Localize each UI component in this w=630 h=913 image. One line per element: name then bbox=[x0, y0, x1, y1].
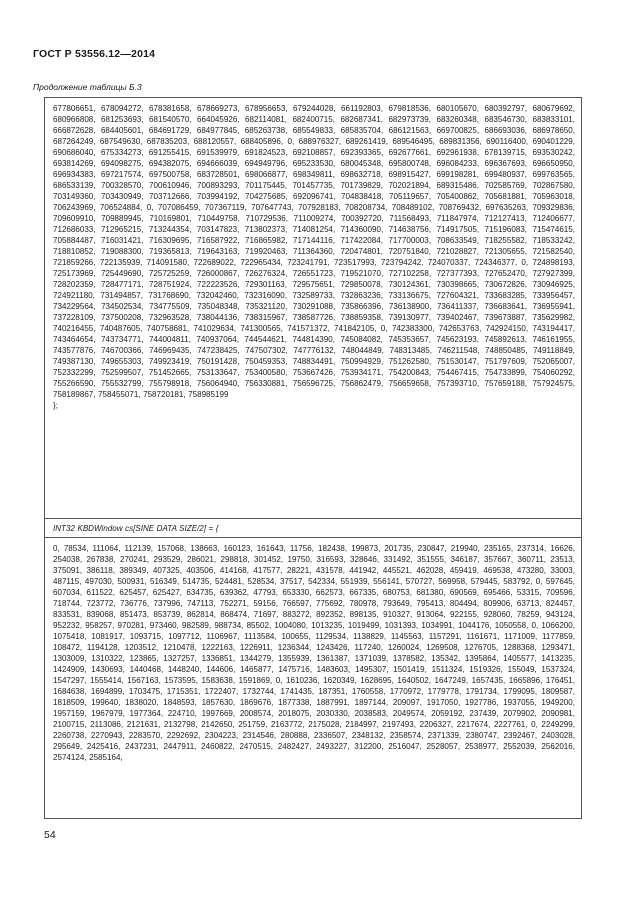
array-closing: }; bbox=[53, 401, 58, 410]
array-values-text: 677806651, 678094272, 678381658, 678669273, 678956653, 679244028, 661192803, 679818536, 680105670, 680392797, 680679692, 680966808, 681253693, 681540570, 664045926, 682114081, 682400715, 682687341, 682973739, 683260348, 683546730, 683833101, 666872628, 684405601, 684691729, 684977845, 685263738, 685549833, 685835704, 686121563, 669700825, 686693036, 686978650, 687264249, 687549630, 687835203, 688120557, 688405896, 0, 688976327, 689261419, 689546495, 689831356, 690116400, 690401229, 690686040, 675334273, 691255415, 691539979, 691824523, 692108857, 692393365, 692677661, 692961938, 678139715, 693530242, 693814269, 694098275, 694382075, 694666039, 694949796, 695233530, 680045348, 695800748, 696084233, 696367693, 696650950, 696934383, 697217574, 697500758, 683728501, 698066877, 698349811, 698632718, 698915427, 699198281, 699480937, 699763565, 686533139, 700328570, 700610946, 700893293, 701175445, 701457735, 701739829, 702021894, 689315486, 702585769, 702867580, 703149360, 703430949, 703712666, 703994192, 704275685, 692096741, 704838418, 705119657, 705400862, 705681881, 705963018, 706243969, 706524884, 0, 707086459, 707367119, 707647743, 707928183, 708208734, 708489102, 708769432, 697635263, 709329836, 709609910, 709889945, 710169801, 710449758, 710729536, 711009274, 700392720, 711568493, 711847974, 712127413, 712406677, 712686033, 712965215, 713244354, 703147823, 713802373, 714081254, 714360090, 714638756, 714917505, 715196083, 715474615, 705884487, 716031421, 716309695, 716587922, 716865982, 717144116, 717422084, 717700003, 708633549, 718255582, 718533242, 718810852, 719088300, 719365813, 719643163, 719920463, 711364360, 720474801, 720751840, 721028827, 721305655, 721582540, 721859266, 722135939, 714091580, 722689022, 722965434, 723241791, 723517993, 723794242, 724070337, 724346377, 0, 724898193, 725173969, 725449690, 725725259, 726000867, 726276324, 726551723, 719521070, 727102258, 727377393, 727652470, 727927399, 728202359, 728477171, 728751924, 722223526, 729301163, 729575651, 729850078, 730124361, 730398665, 730672826, 730946925, 724921180, 731494857, 731768690, 732042460, 732316090, 732589733, 732863236, 733136675, 727604321, 733683285, 733956457, 734229564, 734502534, 734775509, 735048348, 735321120, 730291088, 735866396, 736138900, 736411337, 736683641, 736955941, 737228109, 737500208, 732963528, 738044136, 738315967, 738587726, 738859358, 739130977, 739402467, 739673887, 735629982, 740216455, 740487605, 740758681, 741029634, 741300565, 741571372, 741842105, 0, 742383300, 742653763, 742924150, 743194417, 743464654, 743734771, 744004811, 740937064, 744544621, 744814390, 745084082, 745353657, 745623193, 745892613, 746161955, 743577876, 746700366, 746969435, 747238425, 747507302, 747776132, 748044849, 748313485, 746211548, 748850485, 749118849, 749387130, 749655303, 749923419, 750191428, 750459353, 748834491, 750994929, 751262580, 751530147, 751797609, 752065007, 752332299, 752599507, 751452665, 753133647, 753400580, 753667426, 753934171, 754200843, 754467415, 754733899, 754060292, 755266590, 755532799, 755798918, 756064940, 756330881, 756596725, 756862479, 756659658, 757393710, 757659188, 757924575, 758189867, 758455071, 758720181, 758985199 bbox=[53, 104, 575, 399]
window-values-text: 0, 78534, 111064, 112139, 157068, 138663, 160123, 161643, 11756, 182438, 199873, 201735, 230847, 219940, 235165, 237314, 16626, 254038, 267838, 270241, 293529, 286021, 298818, 301452, 19750, 316593, 328646, 331492, 351555, 346187, 357667, 360711, 23513, 375091, 386118, 389349, 407325, 403506, 414168, 417577, 28221, 431578, 441942, 445521, 462028, 459419, 469538, 473280, 33003, 487115, 497030, 500931, 516349, 514735, 524481, 528534, 37517, 542334, 551939, 556141, 570727, 569958, 579445, 583792, 0, 597645, 607034, 611522, 625457, 625427, 634735, 639362, 47793, 653330, 662573, 667335, 680753, 681380, 690569, 695466, 53315, 709596, 718744, 723772, 736776, 737996, 747113, 752271, 59156, 766597, 775692, 780978, 793649, 795413, 804494, 809906, 63713, 824457, 833531, 839068, 851473, 853739, 862814, 868474, 71697, 883272, 892352, 898135, 910327, 913064, 922155, 928060, 78259, 943124, 952232, 958257, 970281, 973460, 982589, 988734, 85502, 1004080, 1013235, 1019499, 1031393, 1034991, 1044176, 1050558, 0, 1066200, 1075418, 1081917, 1093715, 1097712, 1106967, 1113584, 100655, 1129534, 1138829, 1145563, 1157291, 1161671, 1171009, 1177859, 108472, 1194128, 1203512, 1210478, 1222163, 1226911, 1236344, 1243426, 117240, 1260024, 1269508, 1276705, 1288368, 1293471, 1303009, 1310322, 123865, 1327257, 1336851, 1344279, 1355939, 1361387, 1371039, 1378582, 135342, 1395864, 1405577, 1413235, 1424909, 1430693, 1440468, 1448240, 144606, 1465877, 1475716, 1483603, 1495307, 1501419, 1511324, 1519326, 155049, 1537324, 1547297, 1555414, 1567163, 1573595, 1583638, 1591869, 0, 1610236, 1620349, 1628695, 1640502, 1647249, 1657435, 1665896, 176451, 1684638, 1694899, 1703475, 1715351, 1722407, 1732744, 1741435, 187351, 1760558, 1770972, 1779778, 1791734, 1799095, 1809587, 1818509, 199640, 1838020, 1848593, 1857630, 1869676, 1877338, 1887991, 1897144, 209097, 1917050, 1927786, 1937055, 1949200, 1957159, 1967979, 1977364, 224710, 1997669, 2008574, 2018075, 2030330, 2038583, 2049574, 2059192, 237439, 2079902, 2090981, 2100715, 2113086, 2121631, 2132798, 2142650, 251759, 2163772, 2175028, 2184997, 2197493, 2206327, 2217674, 2227761, 0, 2249299, 2260738, 2270943, 2283570, 2292692, 2304223, 2314546, 280888, 2336507, 2348132, 2358574, 2371339, 2380747, 2392467, 2403028, 295649, 2425416, 2437231, 2447911, 2460822, 2470515, 2482427, 2493227, 312200, 2516047, 2528057, 2538977, 2552039, 2562016, 2574124, 2585164, bbox=[53, 544, 575, 762]
table-caption: Продолжение таблицы Б.3 bbox=[33, 82, 142, 92]
data-table bbox=[44, 97, 582, 819]
document-header: ГОСТ Р 53556.12—2014 bbox=[33, 48, 156, 60]
array-declaration-text: INT32 KBDWindow cs[SINE DATA SIZE/2] = { bbox=[53, 524, 219, 533]
table-cell-array-declaration bbox=[45, 518, 581, 538]
page-number: 54 bbox=[44, 829, 56, 841]
table-cell-window-values bbox=[45, 538, 581, 819]
table-cell-array-values bbox=[45, 98, 581, 518]
